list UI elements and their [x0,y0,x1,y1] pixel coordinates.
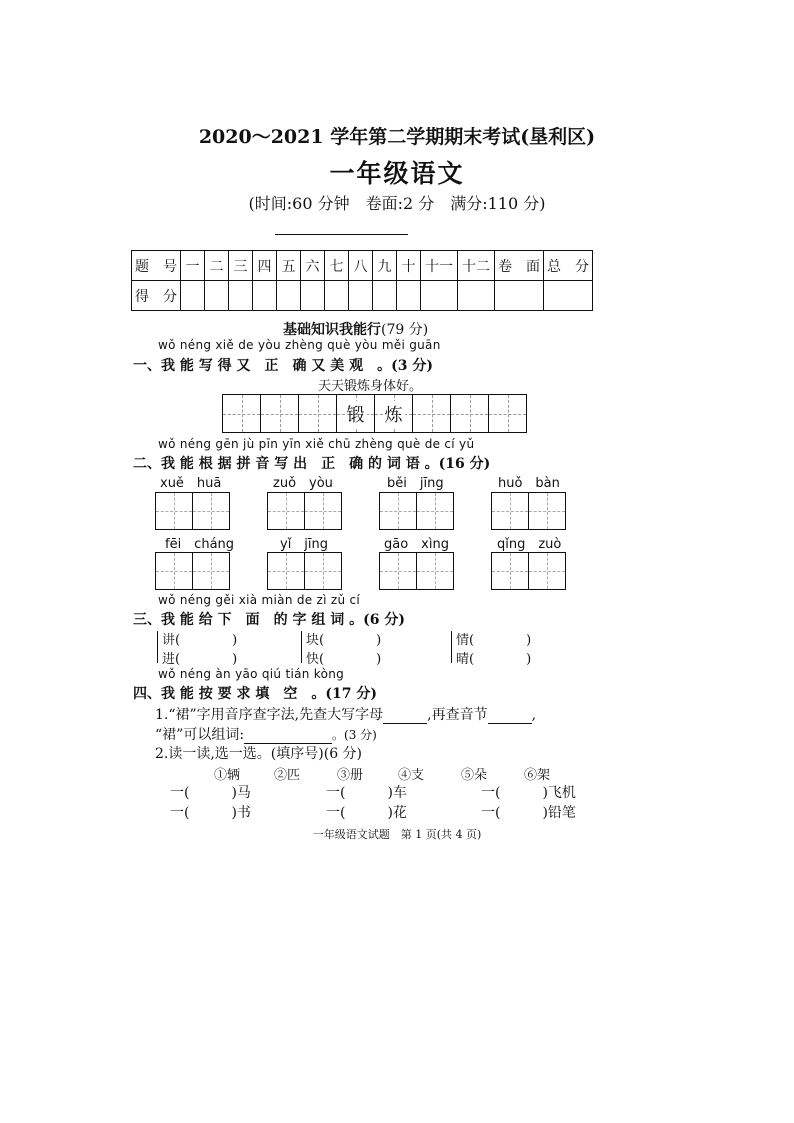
score-cell[interactable] [397,281,421,311]
score-header-cell: 题 号 [132,251,181,281]
word-group-item[interactable]: 块( ) [306,633,382,648]
score-cell[interactable] [495,281,544,311]
score-cell[interactable] [544,281,593,311]
word-pinyin: fēi cháng [165,537,235,552]
score-header-cell: 总 分 [544,251,593,281]
q4-sub2-title: 2.读一读,选一选。(填序号)(6 分) [155,746,363,762]
q2-title: 二、我 能 根 据 拼 音 写 出 正 确 的 词 语 。(16 分) [133,456,491,472]
score-cell[interactable] [277,281,301,311]
q4-sub1-line1: 1.“裙”字用音序查字法,先查大写字母 ,再查音节 , [155,707,537,723]
score-cell[interactable] [349,281,373,311]
score-cell[interactable] [458,281,495,311]
q4-pinyin: wǒ néng àn yāo qiú tián kòng [158,667,345,681]
word-box[interactable] [267,552,342,590]
grid-cell[interactable] [223,395,260,432]
word-pinyin: yǐ jīng [280,537,329,552]
score-cell[interactable] [181,281,205,311]
q4-title: 四、我 能 按 要 求 填 空 。(17 分) [133,686,377,702]
grid-cell[interactable] [412,395,450,432]
q3-pinyin: wǒ néng gěi xià miàn de zì zǔ cí [158,593,361,607]
answer-blank[interactable] [383,723,427,724]
grid-cell[interactable]: 锻 [336,395,374,432]
q4-sub1-line2: “裙”可以组词: 。(3 分) [155,727,377,743]
brace [301,631,302,663]
measure-fill[interactable]: 一( )书 [170,805,251,821]
grid-cell[interactable] [260,395,298,432]
option: ③册 [337,768,364,783]
score-header-cell: 卷 面 [495,251,544,281]
word-group-item[interactable]: 进( ) [162,652,238,667]
grid-cell[interactable] [298,395,336,432]
score-header-cell: 六 [301,251,325,281]
word-box[interactable] [267,492,342,530]
score-row-label: 得 分 [132,281,181,311]
score-header-cell: 十 [397,251,421,281]
word-box[interactable] [379,492,454,530]
word-box[interactable] [155,552,230,590]
word-group-item[interactable]: 晴( ) [456,652,532,667]
score-header-cell: 十一 [421,251,458,281]
score-table [131,250,593,311]
name-line [275,234,408,235]
score-cell[interactable] [253,281,277,311]
brace [451,631,452,663]
word-pinyin: huǒ bàn [498,476,560,491]
score-cell[interactable] [421,281,458,311]
answer-blank[interactable] [488,723,532,724]
score-header-cell: 三 [229,251,253,281]
score-cell[interactable] [205,281,229,311]
exam-info: (时间:60 分钟 卷面:2 分 满分:110 分) [248,194,546,213]
subject-title: 一年级语文 [329,159,465,188]
word-group-item[interactable]: 情( ) [456,633,532,648]
score-cell[interactable] [325,281,349,311]
word-box[interactable] [491,492,566,530]
score-table-header-row [132,251,593,281]
page-footer: 一年级语文试题 第 1 页(共 4 页) [312,828,482,841]
score-header-cell: 二 [205,251,229,281]
option: ⑤朵 [461,768,488,783]
brace [157,631,158,663]
score-header-cell: 一 [181,251,205,281]
grid-cell[interactable] [450,395,488,432]
measure-fill[interactable]: 一( )花 [326,805,407,821]
grid-cell[interactable]: 炼 [374,395,412,432]
option: ②匹 [274,768,301,783]
word-group-item[interactable]: 快( ) [306,652,382,667]
q1-pinyin: wǒ néng xiě de yòu zhèng què yòu měi guān [158,338,441,352]
word-pinyin: zuǒ yòu [273,476,333,491]
score-table-score-row [132,281,593,311]
word-box[interactable] [379,552,454,590]
score-cell[interactable] [229,281,253,311]
score-cell[interactable] [301,281,325,311]
option: ④支 [398,768,425,783]
word-pinyin: gāo xìng [384,537,449,552]
word-pinyin: běi jīng [387,476,444,491]
option: ⑥架 [524,768,551,783]
score-header-cell: 四 [253,251,277,281]
score-cell[interactable] [373,281,397,311]
word-box[interactable] [491,552,566,590]
word-pinyin: xuě huā [160,476,222,491]
q1-title: 一、我 能 写 得 又 正 确 又 美 观 。(3 分) [133,358,433,374]
exam-title: 2020～2021 学年第二学期期末考试(垦利区) [198,126,596,148]
score-header-cell: 七 [325,251,349,281]
score-header-cell: 八 [349,251,373,281]
grid-cell[interactable] [488,395,526,432]
q2-pinyin: wǒ néng gēn jù pīn yīn xiě chū zhèng què de cí yǔ [158,437,475,451]
word-group-item[interactable]: 讲( ) [162,633,238,648]
score-header-cell: 十二 [458,251,495,281]
measure-fill[interactable]: 一( )铅笔 [481,805,576,821]
word-box[interactable] [155,492,230,530]
score-header-cell: 五 [277,251,301,281]
measure-fill[interactable]: 一( )马 [170,785,251,801]
word-pinyin: qǐng zuò [497,537,562,552]
measure-fill[interactable]: 一( )车 [326,785,407,801]
q1-sentence: 天天锻炼身体好。 [318,379,423,394]
part-title: 基础知识我能行(79 分) [283,322,429,338]
score-header-cell: 九 [373,251,397,281]
writing-grid [222,394,527,433]
q3-title: 三、我 能 给 下 面 的 字 组 词 。(6 分) [133,612,405,628]
measure-fill[interactable]: 一( )飞机 [481,785,576,801]
option: ①辆 [214,768,241,783]
